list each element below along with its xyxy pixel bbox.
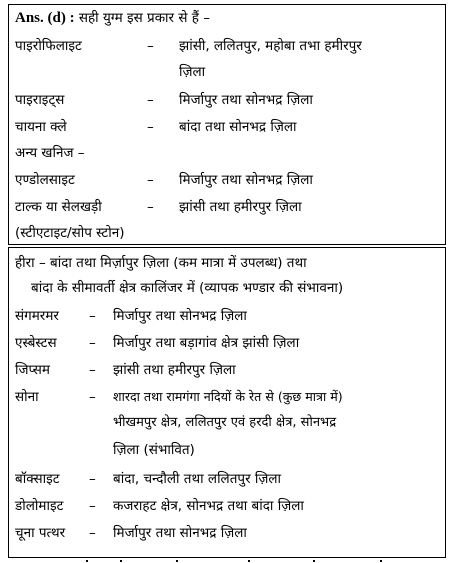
- mineral-location: झांसी, ललितपुर, महोबा तभा हमीरपुर: [179, 38, 362, 54]
- separator-dash: –: [147, 119, 154, 135]
- answer-box-bottom: [8, 247, 446, 558]
- mineral-location: झांसी तथा हमीरपुर ज़िला: [113, 362, 236, 378]
- mineral-name: एस्बेस्टस: [15, 335, 57, 351]
- answer-heading: [15, 9, 210, 27]
- mineral-name: एण्डोलसाइट: [15, 172, 75, 188]
- mineral-name: चायना क्ले: [15, 119, 67, 135]
- mineral-name: पाइराइट्स: [15, 92, 65, 108]
- separator-dash: –: [89, 308, 96, 324]
- other-minerals-heading: अन्य खनिज –: [15, 145, 85, 161]
- diamond-line: हीरा – बांदा तथा मिर्ज़ापुर ज़िला (कम मात्रा में उपलब्ध) तथा: [15, 255, 307, 271]
- mineral-location: कजराहट क्षेत्र, सोनभद्र तथा बांदा ज़िला: [113, 498, 304, 514]
- separator-dash: –: [89, 498, 96, 514]
- separator-dash: –: [147, 199, 154, 215]
- separator-dash: –: [147, 38, 154, 54]
- answer-intro: सही युग्म इस प्रकार से हैं –: [78, 10, 210, 26]
- mineral-location: बांदा तथा सोनभद्र ज़िला: [179, 119, 297, 135]
- separator-dash: –: [147, 92, 154, 108]
- mineral-location: झांसी तथा हमीरपुर ज़िला: [179, 199, 302, 215]
- mineral-location: मिर्जापुर तथा बड़ागांव क्षेत्र झांसी ज़िला: [113, 335, 300, 351]
- mineral-location-continued: भीखमपुर क्षेत्र, ललितपुर एवं हरदी क्षेत्र, सोनभद्र: [113, 415, 337, 430]
- mineral-name: सोना: [15, 389, 39, 405]
- separator-dash: –: [89, 389, 96, 405]
- answer-box-top: [8, 4, 446, 245]
- mineral-location: मिर्जापुर तथा सोनभद्र ज़िला: [113, 308, 247, 324]
- mineral-name: संगमरमर: [15, 308, 59, 324]
- mineral-location-continued: ज़िला (संभावित): [113, 442, 195, 458]
- separator-dash: –: [89, 362, 96, 378]
- mineral-name: जिप्सम: [15, 362, 50, 378]
- mineral-name: बॉक्साइट: [15, 471, 60, 487]
- mineral-location: मिर्जापुर तथा सोनभद्र ज़िला: [113, 525, 247, 541]
- answer-label: Ans. (d) :: [15, 10, 75, 26]
- mineral-name: डोलोमाइट: [15, 498, 64, 514]
- mineral-location: मिर्जापुर तथा सोनभद्र ज़िला: [179, 172, 313, 188]
- separator-dash: –: [89, 335, 96, 351]
- separator-dash: –: [89, 471, 96, 487]
- diamond-line-continued: बांदा के सीमावर्ती क्षेत्र कालिंजर में (व्यापक भण्डार की संभावना): [31, 280, 344, 296]
- mineral-location: मिर्जापुर तथा सोनभद्र ज़िला: [179, 92, 313, 108]
- answer-sheet: [8, 4, 452, 558]
- mineral-alias: (स्टीएटाइट/सोप स्टोन): [15, 225, 125, 241]
- separator-dash: –: [147, 172, 154, 188]
- mineral-name: पाइरोफिलाइट: [15, 38, 82, 54]
- mineral-location: शारदा तथा रामगंगा नदियों के रेत से (कुछ मात्रा में): [113, 389, 343, 404]
- mineral-name: चूना पत्थर: [15, 525, 66, 541]
- mineral-location-continued: ज़िला: [179, 64, 206, 80]
- mineral-location: बांदा, चन्दौली तथा ललितपुर ज़िला: [113, 471, 282, 487]
- separator-dash: –: [89, 525, 96, 541]
- mineral-name: टाल्क या सेलखड़ी: [15, 199, 102, 215]
